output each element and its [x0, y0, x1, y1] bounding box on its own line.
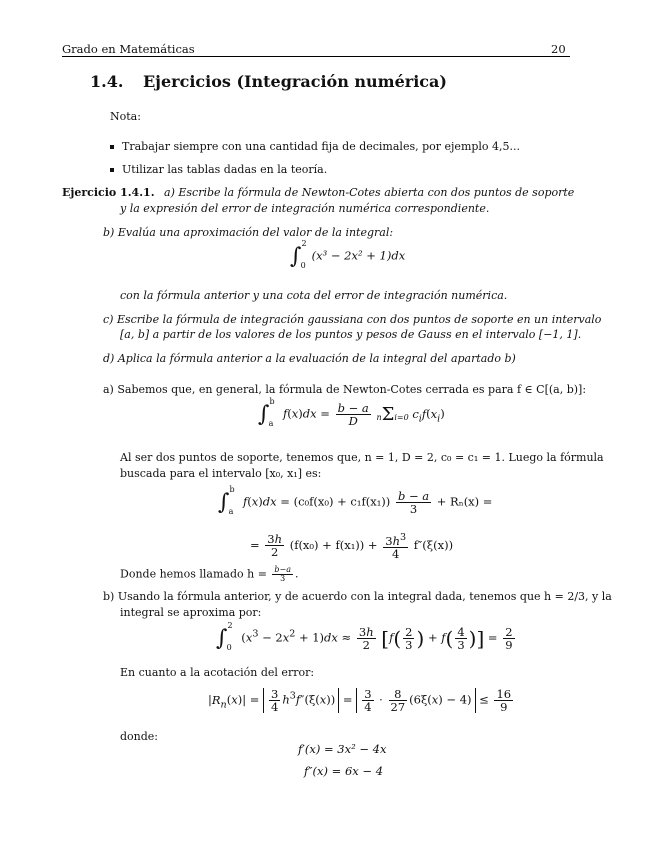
second-derivative: f″(x) = 6x − 4 — [304, 764, 384, 778]
exercise-d-line: d) Aplica la fórmula anterior a la evaluación de la integral del apartado b) — [103, 352, 516, 365]
first-derivative: f′(x) = 3x² − 4x — [298, 742, 387, 756]
solution-a-text1: Al ser dos puntos de soporte, tenemos que, n = 1, D = 2, c₀ = c₁ = 1. Luego la fórmula — [120, 451, 604, 464]
newton-cotes-error-formula: = $\frac{3h}{2}$ (f(x₀) + f(x₁)) + $\frac{3h^3}{4}$ f″(ξ(x)) — [250, 532, 454, 561]
fraction: $\frac{16}{9}$ — [496, 687, 512, 714]
integral-sign: ∫ — [258, 402, 270, 427]
nota-item-text: Trabajar siempre con una cantidad fija de decimales, por ejemplo 4,5... — [122, 140, 521, 153]
fraction: $\frac{3}{4}$ — [271, 687, 279, 714]
lower-limit: a — [268, 418, 274, 428]
bullet-icon — [110, 145, 114, 149]
approximation-formula: ∫$^2_0$ $(x^3 - 2x^2 + 1)dx$ ≈ $\frac{3h}{2}$ [f( $\frac{2}{3}$ ) + f( $\frac{4}{3}$ )] = $\frac{2}{9}$ — [216, 620, 513, 652]
solution-a-intro: a) Sabemos que, en general, la fórmula de Newton-Cotes cerrada es para f ∈ C[(a, b)]: — [103, 383, 587, 396]
upper-limit: 2 — [301, 238, 307, 248]
fraction: $\frac{3h^3}{4}$ — [385, 532, 407, 561]
fraction: $\frac{8}{27}$ — [390, 687, 406, 714]
header-rule — [62, 56, 570, 57]
nota-item-text: Utilizar las tablas dadas en la teoría. — [122, 163, 328, 176]
fraction: $\frac{b - a}{D}$ — [337, 401, 369, 428]
integral-sign: ∫ — [290, 244, 302, 269]
formula-tail: f″(ξ(x)) — [413, 537, 454, 552]
nota-item-1 — [110, 140, 520, 154]
donde-text: Donde hemos llamado h = — [120, 567, 267, 581]
error-bound-formula: $|R_n(x)|$ = $\frac{3}{4}$ $h^3f''(\xi(x))$ = $\frac{3}{4}$ · $\frac{8}{27}$ (6ξ(x) − 4) ≤ $\frac{16}{9}$ — [208, 687, 512, 714]
section-heading — [90, 72, 447, 91]
exercise-c-line2: [a, b] a partir de los valores de los puntos y pesos de Gauss en el intervalo [−1, 1]. — [120, 328, 582, 341]
exercise-c-line1: c) Escribe la fórmula de integración gaussiana con dos puntos de soporte en un intervalo — [103, 313, 602, 326]
section-number: 1.4. — [90, 72, 124, 91]
exercise-a-text: a) Escribe la fórmula de Newton-Cotes abierta con dos puntos de soporte — [164, 186, 575, 199]
page-number: 20 — [551, 42, 566, 56]
solution-b-intro1: b) Usando la fórmula anterior, y de acuerdo con la integral dada, tenemos que h = 2/3, y la — [103, 590, 612, 603]
upper-limit: 2 — [227, 620, 233, 630]
absolute-value: $\frac{3}{4}$ · $\frac{8}{27}$ (6ξ(x) − 4) — [356, 688, 475, 713]
integrand: (x³ − 2x² + 1)dx — [311, 248, 406, 263]
fraction: $\frac{2}{9}$ — [505, 625, 513, 652]
solution-b-intro2: integral se aproxima por: — [120, 606, 262, 619]
lower-limit: a — [228, 506, 234, 516]
exercise-a-line2: y la expresión del error de integración numérica correspondiente. — [120, 202, 490, 215]
fraction: $\frac{b-a}{3}$ — [274, 565, 291, 583]
solution-a-donde: Donde hemos llamado h = $\frac{b-a}{3}$ . — [120, 565, 299, 583]
exercise-b-line: b) Evalúa una aproximación del valor de la integral: — [103, 226, 394, 239]
absolute-value: $\frac{3}{4}$ $h^3f''(\xi(x))$ — [263, 688, 339, 713]
newton-cotes-general-formula: ∫$^b_a$ f(x)dx = $\frac{b - a}{D}$ nΣi=0 $c_if(x_i)$ — [258, 396, 445, 428]
fraction: $\frac{3h}{2}$ — [267, 532, 283, 560]
bullet-icon — [110, 168, 114, 172]
solution-a-text2: buscada para el intervalo [x₀, x₁] es: — [120, 467, 322, 480]
fraction: $\frac{3h}{2}$ — [358, 625, 374, 652]
lower-limit: 0 — [300, 260, 306, 270]
fraction: $\frac{4}{3}$ — [457, 625, 465, 652]
lower-limit: 0 — [226, 642, 232, 652]
exercise-a-line1 — [62, 186, 574, 200]
fraction: $\frac{3}{4}$ — [364, 687, 372, 714]
running-header: Grado en Matemáticas — [62, 42, 195, 56]
upper-limit: b — [229, 484, 235, 494]
section-title: Ejercicios (Integración numérica) — [142, 72, 447, 91]
exercise-label: Ejercicio 1.4.1. — [62, 186, 155, 199]
nota-item-2 — [110, 163, 327, 177]
exercise-b-integral — [290, 238, 406, 270]
formula-tail: + Rₙ(x) = — [436, 494, 493, 509]
summation: nΣi=0 — [376, 403, 409, 425]
integral-sign: ∫ — [216, 626, 228, 651]
solution-b-error-intro: En cuanto a la acotación del error: — [120, 666, 315, 679]
integral-sign: ∫ — [218, 490, 230, 515]
upper-limit: b — [269, 396, 275, 406]
formula-mid: (f(x₀) + f(x₁)) + — [289, 537, 378, 552]
nota-label: Nota: — [110, 110, 141, 123]
fraction: $\frac{b - a}{3}$ — [397, 489, 430, 516]
exercise-b-after: con la fórmula anterior y una cota del error de integración numérica. — [120, 289, 508, 302]
newton-cotes-two-point-formula: ∫$^b_a$ f(x)dx = (c₀f(x₀) + c₁f(x₁)) $\frac{b - a}{3}$ + Rₙ(x) = — [218, 484, 493, 516]
fraction: $\frac{2}{3}$ — [405, 625, 413, 652]
formula-rhs: (c₀f(x₀) + c₁f(x₁)) — [293, 494, 391, 509]
solution-b-donde: donde: — [120, 730, 159, 743]
